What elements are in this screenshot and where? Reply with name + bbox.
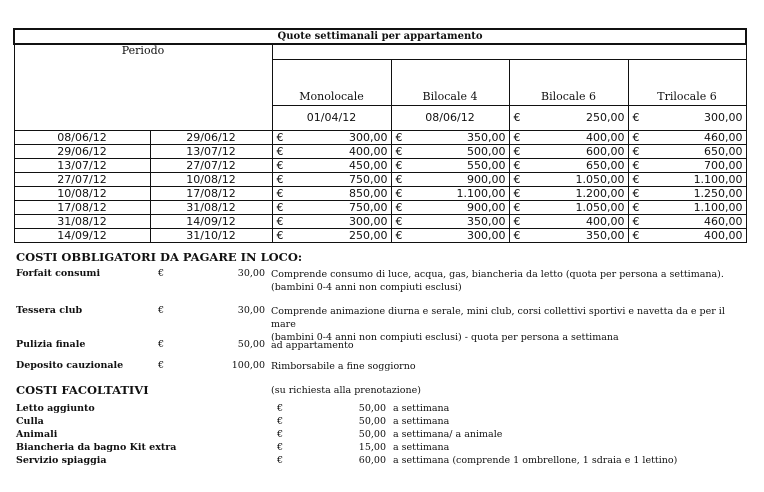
cost-description (271, 360, 751, 373)
cost-description: a settimana (393, 416, 450, 427)
currency-symbol: € (158, 360, 165, 371)
table-row (14, 159, 746, 173)
mandatory-cost-row (0, 268, 764, 293)
optional-cost-row (0, 403, 764, 415)
price-cell (272, 187, 391, 201)
currency-symbol: € (513, 172, 521, 186)
cost-label: Biancheria da bagno Kit extra (16, 442, 177, 453)
price-cell (391, 201, 509, 215)
cost-amount: 50,00 (358, 403, 386, 414)
cost-description-line: Comprende consumo di luce, acqua, gas, biancheria da letto (quota per persona a settimana). (271, 269, 724, 280)
cost-label: Servizio spiaggia (16, 455, 107, 466)
currency-symbol: € (158, 339, 165, 350)
table-row (14, 229, 746, 243)
price-amount: 350,00 (586, 228, 625, 242)
optional-cost-row (0, 416, 764, 428)
currency-symbol: € (513, 200, 521, 214)
period-from: 01/04/12 (272, 106, 391, 131)
currency-symbol: € (276, 200, 284, 214)
currency-symbol: € (395, 158, 403, 172)
price-cell (509, 215, 628, 229)
currency-symbol: € (395, 172, 403, 186)
optional-cost-row (0, 455, 764, 467)
currency-symbol: € (513, 111, 521, 124)
currency-symbol: € (395, 200, 403, 214)
cost-description: a settimana/ a animale (393, 429, 503, 440)
price-amount: 750,00 (349, 172, 388, 186)
weekly-rates-table (13, 28, 747, 243)
price-amount: 400,00 (704, 228, 743, 242)
currency-symbol: € (277, 455, 284, 466)
period-from: 27/07/12 (14, 173, 150, 187)
table-caption: Quote settimanali per appartamento (14, 29, 746, 44)
currency-symbol: € (277, 416, 284, 427)
cost-amount: 30,00 (237, 305, 265, 316)
price-amount: 350,00 (467, 130, 506, 144)
price-amount: 700,00 (704, 158, 743, 172)
currency-symbol: € (395, 130, 403, 144)
cost-amount: 60,00 (358, 455, 386, 466)
period-to: 31/10/12 (150, 229, 272, 243)
table-row (14, 215, 746, 229)
cost-description-line: (bambini 0-4 anni non compiuti esclusi) - quota per persona a settimana (271, 332, 619, 343)
mandatory-costs-title: COSTI OBBLIGATORI DA PAGARE IN LOCO: (16, 250, 303, 264)
cost-label: Forfait consumi (16, 268, 101, 279)
currency-symbol: € (632, 186, 640, 200)
currency-symbol: € (276, 172, 284, 186)
price-amount: 460,00 (704, 214, 743, 228)
price-amount: 300,00 (349, 130, 388, 144)
table-row (14, 173, 746, 187)
price-cell (628, 215, 746, 229)
optional-cost-row (0, 442, 764, 454)
currency-symbol: € (158, 268, 165, 279)
price-amount: 550,00 (467, 158, 506, 172)
price-amount: 300,00 (467, 228, 506, 242)
price-amount: 900,00 (467, 172, 506, 186)
price-amount: 1.200,00 (575, 186, 625, 200)
currency-symbol: € (632, 228, 640, 242)
currency-symbol: € (395, 228, 403, 242)
price-cell (509, 173, 628, 187)
currency-symbol: € (276, 228, 284, 242)
currency-symbol: € (513, 186, 521, 200)
mandatory-cost-row (0, 339, 764, 353)
cost-label: Letto aggiunto (16, 403, 95, 414)
period-to: 13/07/12 (150, 145, 272, 159)
price-amount: 250,00 (349, 228, 388, 242)
price-amount: 400,00 (586, 130, 625, 144)
currency-symbol: € (395, 144, 403, 158)
price-cell (272, 201, 391, 215)
optional-cost-row (0, 429, 764, 441)
price-cell (391, 159, 509, 173)
period-header: Periodo (14, 44, 272, 131)
price-cell (391, 215, 509, 229)
currency-symbol: € (513, 228, 521, 242)
period-to: 27/07/12 (150, 159, 272, 173)
cost-description (271, 339, 751, 352)
price-amount: 650,00 (704, 144, 743, 158)
currency-symbol: € (632, 130, 640, 144)
currency-symbol: € (513, 144, 521, 158)
price-cell (272, 215, 391, 229)
price-amount: 1.050,00 (575, 200, 625, 214)
cost-label: Culla (16, 416, 44, 427)
price-cell (391, 229, 509, 243)
room-type-header: Monolocale (272, 60, 391, 106)
currency-symbol: € (632, 111, 640, 124)
price-cell (628, 106, 746, 131)
cost-label: Deposito cauzionale (16, 360, 124, 371)
price-amount: 250,00 (586, 111, 625, 124)
cost-amount: 100,00 (231, 360, 265, 371)
cost-amount: 50,00 (358, 429, 386, 440)
price-cell (509, 145, 628, 159)
price-amount: 850,00 (349, 186, 388, 200)
period-from: 31/08/12 (14, 215, 150, 229)
period-to: 29/06/12 (150, 131, 272, 145)
currency-symbol: € (276, 130, 284, 144)
cost-label: Tessera club (16, 305, 83, 316)
period-from: 13/07/12 (14, 159, 150, 173)
price-cell (628, 159, 746, 173)
price-amount: 1.100,00 (693, 200, 743, 214)
currency-symbol: € (277, 429, 284, 440)
currency-symbol: € (158, 305, 165, 316)
price-cell (272, 131, 391, 145)
table-row (14, 201, 746, 215)
price-cell (272, 173, 391, 187)
cost-description-line: Comprende animazione diurna e serale, mini club, corsi collettivi sportivi e navetta da e per il mare (271, 306, 725, 330)
price-cell (628, 173, 746, 187)
price-cell (272, 229, 391, 243)
price-cell (509, 187, 628, 201)
price-amount: 1.050,00 (575, 172, 625, 186)
price-amount: 1.250,00 (693, 186, 743, 200)
currency-symbol: € (632, 172, 640, 186)
price-amount: 1.100,00 (456, 186, 506, 200)
price-cell (628, 229, 746, 243)
currency-symbol: € (513, 130, 521, 144)
cost-description-line: Rimborsabile a fine soggiorno (271, 361, 416, 372)
price-cell (391, 173, 509, 187)
cost-label: Pulizia finale (16, 339, 86, 350)
cost-description-line: (bambini 0-4 anni non compiuti esclusi) (271, 282, 462, 293)
room-type-header: Bilocale 4 (391, 60, 509, 106)
cost-description: a settimana (comprende 1 ombrellone, 1 sdraia e 1 lettino) (393, 455, 678, 466)
optional-costs-note: (su richiesta alla prenotazione) (271, 385, 421, 396)
currency-symbol: € (276, 144, 284, 158)
currency-symbol: € (513, 214, 521, 228)
price-cell (509, 131, 628, 145)
period-to: 14/09/12 (150, 215, 272, 229)
price-cell (391, 131, 509, 145)
price-amount: 750,00 (349, 200, 388, 214)
price-cell (509, 159, 628, 173)
currency-symbol: € (277, 403, 284, 414)
table-row (14, 131, 746, 145)
cost-description: a settimana (393, 403, 450, 414)
period-from: 17/08/12 (14, 201, 150, 215)
price-amount: 900,00 (467, 200, 506, 214)
cost-description-line: ad appartamento (271, 340, 354, 351)
period-to: 17/08/12 (150, 187, 272, 201)
price-amount: 460,00 (704, 130, 743, 144)
period-from: 29/06/12 (14, 145, 150, 159)
price-cell (391, 187, 509, 201)
cost-description: a settimana (393, 442, 450, 453)
price-amount: 300,00 (349, 214, 388, 228)
price-cell (509, 229, 628, 243)
price-cell (628, 145, 746, 159)
period-to: 31/08/12 (150, 201, 272, 215)
currency-symbol: € (632, 200, 640, 214)
currency-symbol: € (632, 144, 640, 158)
currency-symbol: € (277, 442, 284, 453)
period-to: 08/06/12 (391, 106, 509, 131)
cost-amount: 30,00 (237, 268, 265, 279)
currency-symbol: € (632, 214, 640, 228)
price-cell (272, 145, 391, 159)
price-cell (628, 187, 746, 201)
optional-costs-title: COSTI FACOLTATIVI (16, 383, 149, 397)
price-amount: 500,00 (467, 144, 506, 158)
room-type-header: Trilocale 6 (628, 60, 746, 106)
price-amount: 1.100,00 (693, 172, 743, 186)
currency-symbol: € (276, 214, 284, 228)
price-cell (628, 131, 746, 145)
currency-symbol: € (632, 158, 640, 172)
room-type-header: Bilocale 6 (509, 60, 628, 106)
price-cell (509, 201, 628, 215)
cost-amount: 50,00 (237, 339, 265, 350)
price-cell (628, 201, 746, 215)
period-to: 10/08/12 (150, 173, 272, 187)
cost-label: Animali (16, 429, 58, 440)
currency-symbol: € (276, 186, 284, 200)
price-amount: 400,00 (349, 144, 388, 158)
table-row (14, 145, 746, 159)
cost-amount: 15,00 (358, 442, 386, 453)
currency-symbol: € (276, 158, 284, 172)
period-from: 14/09/12 (14, 229, 150, 243)
cost-description (271, 268, 751, 294)
price-amount: 650,00 (586, 158, 625, 172)
price-cell (272, 159, 391, 173)
table-row (14, 187, 746, 201)
price-amount: 600,00 (586, 144, 625, 158)
price-amount: 450,00 (349, 158, 388, 172)
period-from: 10/08/12 (14, 187, 150, 201)
mandatory-cost-row (0, 360, 764, 374)
price-amount: 400,00 (586, 214, 625, 228)
currency-symbol: € (395, 186, 403, 200)
currency-symbol: € (395, 214, 403, 228)
price-cell (509, 106, 628, 131)
price-amount: 300,00 (704, 111, 743, 124)
currency-symbol: € (513, 158, 521, 172)
mandatory-cost-row (0, 305, 764, 343)
period-from: 08/06/12 (14, 131, 150, 145)
cost-amount: 50,00 (358, 416, 386, 427)
price-cell (391, 145, 509, 159)
price-amount: 350,00 (467, 214, 506, 228)
